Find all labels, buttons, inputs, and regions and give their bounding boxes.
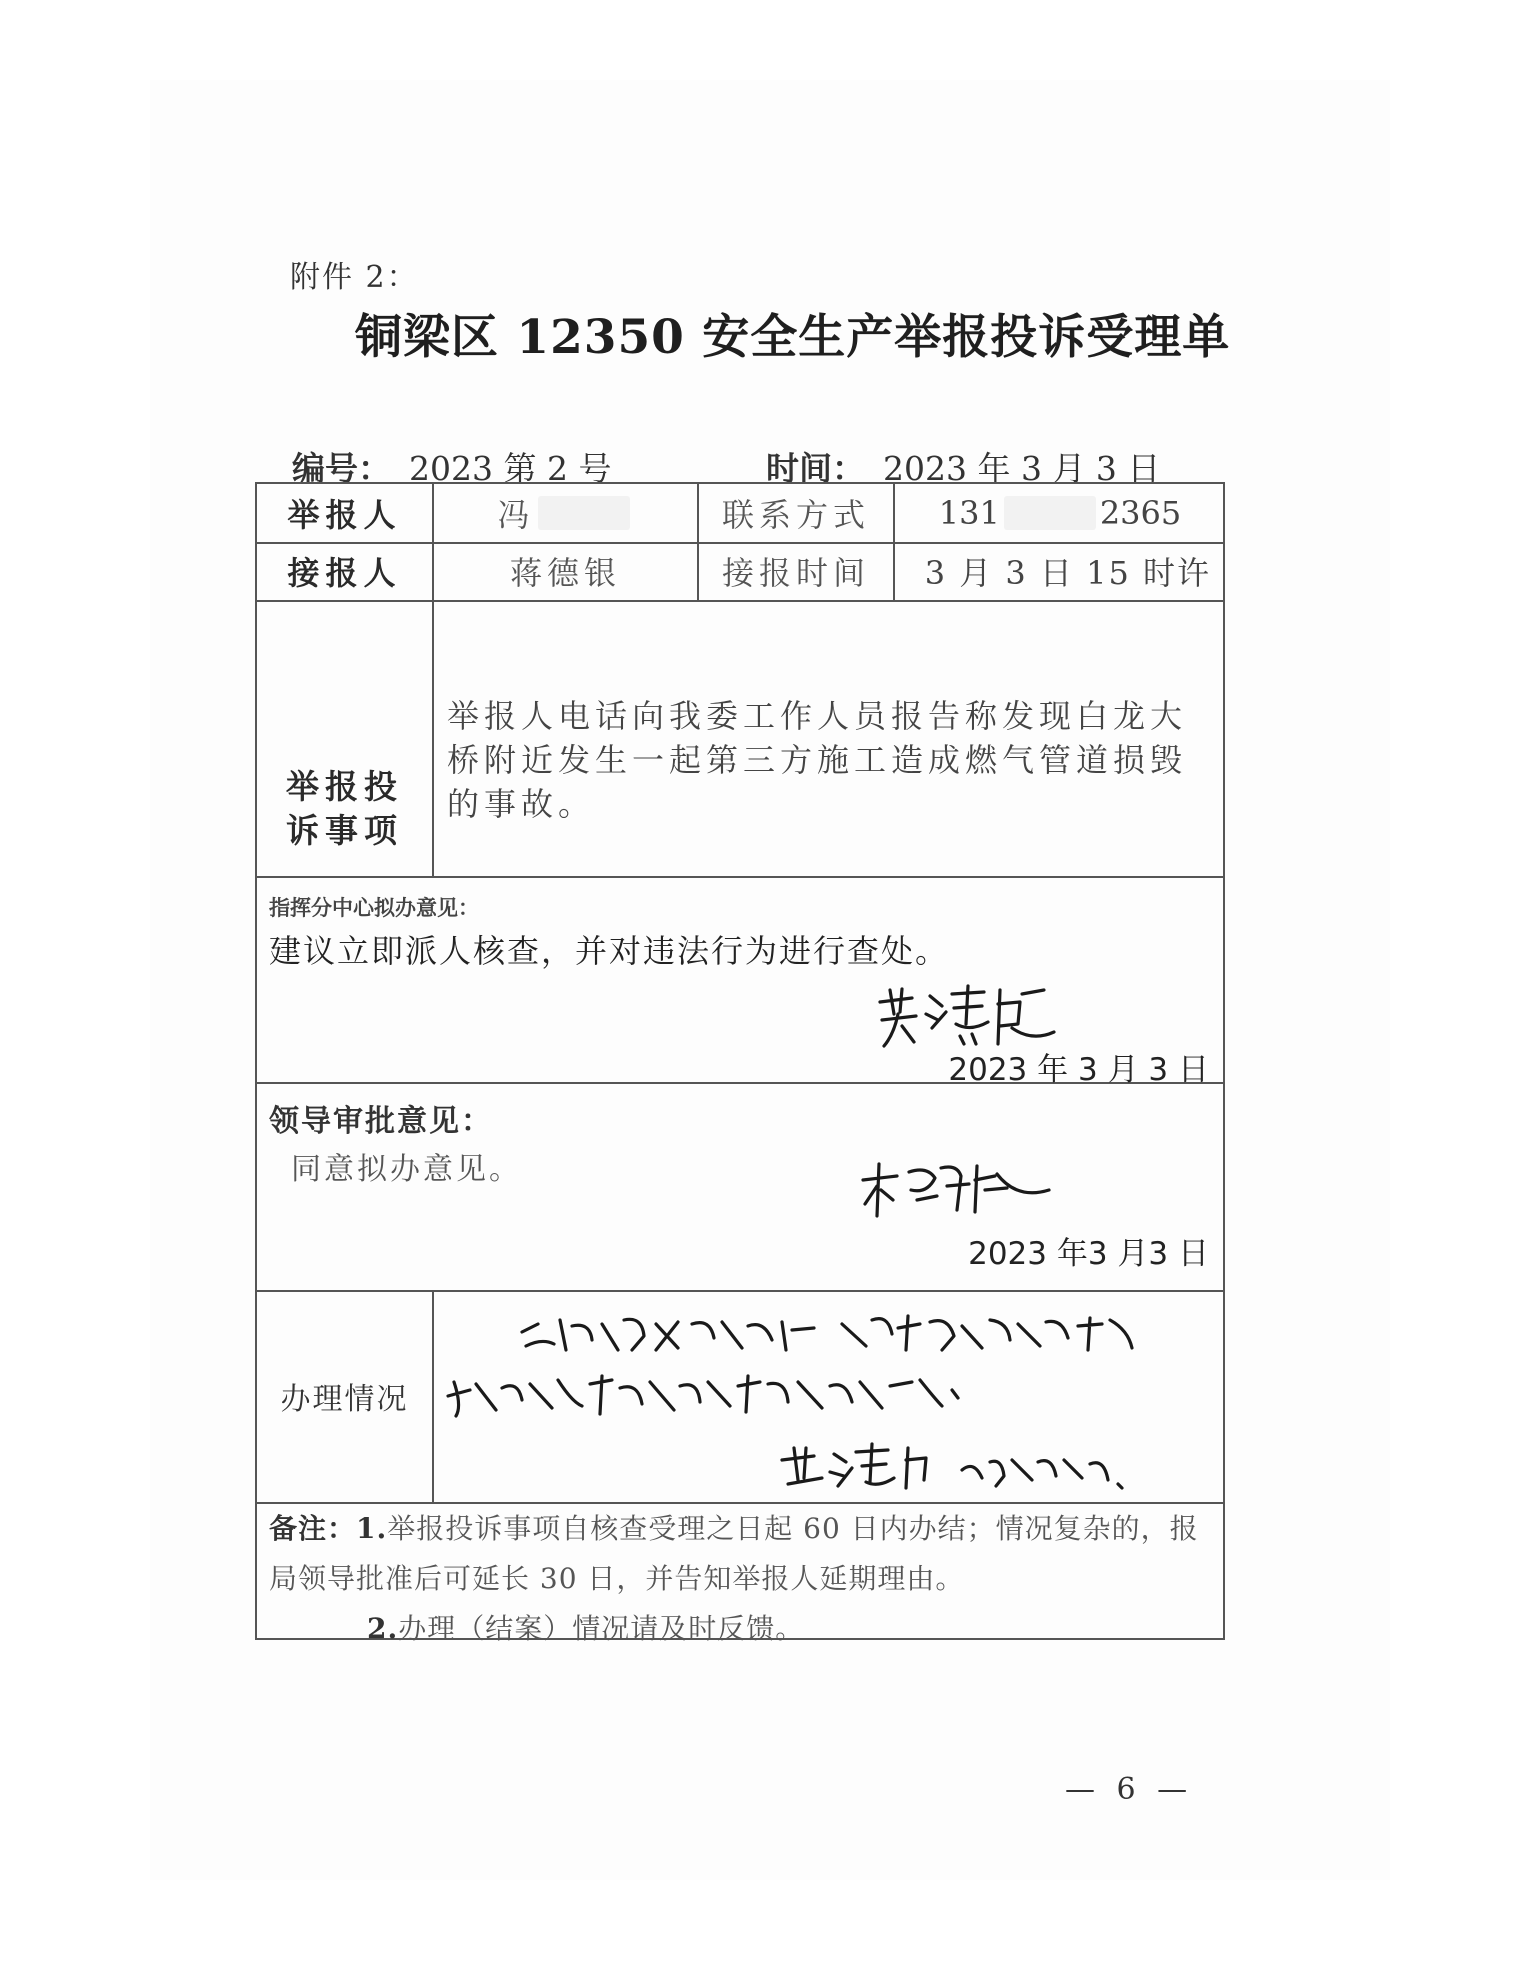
redaction-blur <box>538 496 630 530</box>
center-opinion-label: 指挥分中心拟办意见： <box>269 895 479 920</box>
reporter-name: 冯 <box>497 496 534 534</box>
notes-item-1 <box>269 1504 1219 1604</box>
form-time-label: 时间： <box>766 449 865 488</box>
center-opinion-text: 建议立即派人核查，并对违法行为进行查处。 <box>269 932 950 970</box>
form-number-label: 编号： <box>292 449 391 488</box>
reporter-value <box>434 484 697 542</box>
col-divider <box>432 1290 434 1502</box>
receive-time-label: 接报时间 <box>721 554 870 592</box>
notes-item-1-text: 举报投诉事项自核查受理之日起 60 日内办结；情况复杂的，报局领导批准后可延长 30 日，并告知举报人延期理由。 <box>269 1512 1199 1595</box>
form-time-value: 2023 年 3 月 3 日 <box>883 449 1161 488</box>
matter-text: 举报人电话向我委工作人员报告称发现白龙大桥附近发生一起第三方施工造成燃气管道损毁的事故。 <box>447 697 1188 823</box>
acceptance-form-table <box>255 482 1225 1645</box>
notes-item-2-num: 2. <box>367 1612 399 1645</box>
receiver-label: 接报人 <box>287 554 402 592</box>
matter-label-line1: 举报投 <box>286 767 403 806</box>
document-title: 铜梁区 12350 安全生产举报投诉受理单 <box>355 310 1231 365</box>
reporter-label: 举报人 <box>287 496 402 534</box>
redaction-blur <box>1004 496 1096 530</box>
receiver-value: 蒋德银 <box>509 554 621 592</box>
row-divider <box>257 1290 1223 1292</box>
notes-item-1-num: 1. <box>356 1512 388 1545</box>
contact-label: 联系方式 <box>721 496 870 534</box>
center-opinion-date: 2023 年 3 月 3 日 <box>948 1052 1209 1088</box>
receive-time-value: 3 月 3 日 15 时许 <box>924 554 1211 592</box>
notes-item-2 <box>269 1604 1219 1654</box>
contact-suffix: 2365 <box>1099 494 1182 532</box>
leader-opinion-date: 2023 年3 月3 日 <box>968 1236 1209 1272</box>
handwritten-signature-yang <box>857 1160 1057 1220</box>
attachment-label: 附件 2： <box>290 260 419 295</box>
handling-label: 办理情况 <box>280 1382 409 1417</box>
matter-label-line2: 诉事项 <box>286 811 403 850</box>
leader-opinion-label: 领导审批意见： <box>269 1104 493 1139</box>
row-divider <box>257 600 1223 602</box>
notes-label: 备注： <box>269 1512 357 1545</box>
contact-prefix: 131 <box>938 494 1000 532</box>
handwritten-handling-text <box>442 1310 1222 1495</box>
form-number-value: 2023 第 2 号 <box>409 449 612 488</box>
contact-value <box>895 484 1225 542</box>
notes-section <box>269 1504 1219 1654</box>
leader-opinion-text: 同意拟办意见。 <box>291 1152 522 1187</box>
page-number: — 6 — <box>1065 1772 1194 1807</box>
notes-item-2-text: 办理（结案）情况请及时反馈。 <box>398 1612 805 1645</box>
